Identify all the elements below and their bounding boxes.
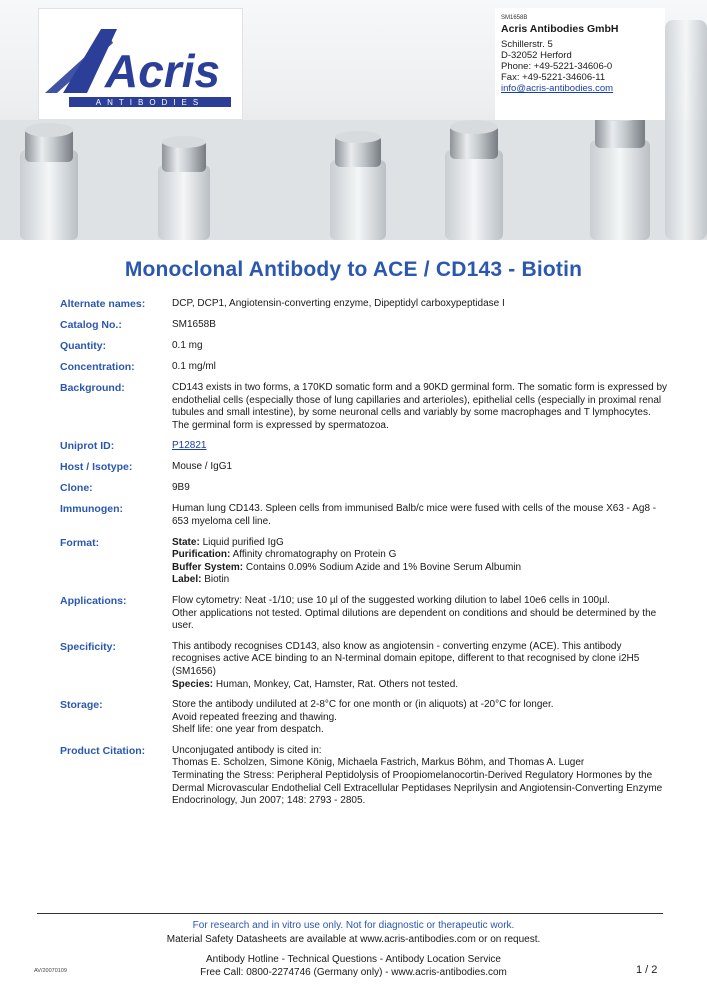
applications-line: Other applications not tested. Optimal dilutions are dependent on conditions and should be determined by the user. [172,607,657,632]
page-title: Monoclonal Antibody to ACE / CD143 - Biotin [124,258,583,281]
document-id: AV/20070109 [34,968,67,974]
field-label: Product Citation: [60,744,146,757]
row-format [60,537,670,587]
field-value: Mouse / IgG1 [172,461,233,473]
format-state-label: State: [172,536,200,548]
format-conj-value: Biotin [201,574,230,586]
product-details [60,298,670,816]
row-uniprot [60,440,670,453]
logo-mark [39,9,244,121]
footer-divider [37,913,663,914]
field-label: Specificity: [60,640,117,653]
species-value: Human, Monkey, Cat, Hamster, Rat. Others not tested. [213,678,459,690]
uniprot-link[interactable]: P12821 [172,440,207,452]
field-value: 9B9 [172,482,190,494]
citation-line: Unconjugated antibody is cited in: [172,744,322,756]
field-label: Quantity: [60,340,107,352]
logo-subtext: ANTIBODIES [95,98,205,107]
field-value [172,595,670,633]
field-value [172,699,670,737]
hotline-text: Antibody Hotline - Technical Questions - Antibody Location Service [206,954,501,965]
field-label: Immunogen: [60,503,123,516]
field-value: Human lung CD143. Spleen cells from immunised Balb/c mice were fused with cells of the mouse X63 - Ag8 - 653 myeloma cell line. [172,503,657,527]
company-name: Acris Antibodies GmbH [501,23,619,35]
applications-line: Flow cytometry: Neat -1/10; use 10 µl of the suggested working dilution to label 10e6 cells in 100µl. [172,594,610,606]
row-citation [60,745,670,808]
header-banner [0,0,707,240]
format-buffer-value: Contains 0.09% Sodium Azide and 1% Bovine Serum Albumin [243,561,522,573]
row-concentration [60,361,670,374]
specificity-text: This antibody recognises CD143, also know as angiotensin - converting enzyme (ACE). This antibody recognises active ACE binding to an N-terminal domain epitope, different to that recognised by clone i2H5 (SM1656) [172,640,640,677]
row-applications [60,595,670,633]
storage-line: Store the antibody undiluted at 2-8°C for one month or (in aliquots) at -20°C for longer. [172,699,554,711]
field-label: Catalog No.: [60,319,122,331]
msds-notice: Material Safety Datasheets are available at www.acris-antibodies.com or on request. [166,934,541,945]
field-label: Uniprot ID: [60,440,115,453]
address-street: Schillerstr. 5 [501,39,553,50]
row-background [60,382,670,432]
format-conj-label: Label: [172,574,202,586]
row-host-isotype [60,461,670,474]
field-label: Applications: [60,594,127,607]
field-label: Storage: [60,699,103,712]
format-buffer-label: Buffer System: [172,561,244,573]
email-link[interactable]: info@acris-antibodies.com [501,83,614,94]
field-value: DCP, DCP1, Angiotensin-converting enzyme, Dipeptidyl carboxypeptidase I [172,298,505,309]
field-label: Clone: [60,482,93,495]
field-label: Background: [60,382,125,394]
field-value: 0.1 mg/ml [172,361,216,372]
storage-line: Avoid repeated freezing and thawing. [172,711,337,723]
citation-line: Endocrinology, Jun 2007; 148: 2793 - 2805. [172,795,366,807]
field-label: Concentration: [60,361,135,373]
address-city: D-32052 Herford [501,50,572,61]
row-storage [60,699,670,737]
field-value: 0.1 mg [172,340,203,351]
catalog-small: SM1658B [501,15,528,21]
research-notice: For research and in vitro use only. Not for diagnostic or therapeutic work. [192,920,515,931]
address-phone: Phone: +49-5221-34606-0 [501,61,613,72]
format-purification-value: Affinity chromatography on Protein G [230,549,397,561]
field-label: Alternate names: [60,298,146,310]
freecall-text: Free Call: 0800-2274746 (Germany only) - www.acris-antibodies.com [200,967,507,978]
row-catalog-no [60,319,670,332]
row-quantity [60,340,670,353]
field-label: Format: [60,536,100,549]
row-immunogen [60,503,670,528]
field-value [172,641,670,691]
logo-text: Acris [105,45,221,97]
format-purification-label: Purification: [172,549,231,561]
species-label: Species: [172,678,214,690]
storage-line: Shelf life: one year from despatch. [172,724,324,736]
field-value: CD143 exists in two forms, a 170KD somatic form and a 90KD germinal form. The somatic form is expressed by endothelial cells (especially those of lung capillaries and arterioles), epithelial cells (especially in proximal renal tubules and small intestine), by some neuronal cells and variably by some macrophages and T lymphocytes. The germinal form is expressed by spermatozoa. [172,382,668,431]
citation-line: Thomas E. Scholzen, Simone König, Michaela Fastrich, Markus Böhm, and Thomas A. Luger [172,757,585,769]
field-label: Host / Isotype: [60,461,133,474]
field-value: SM1658B [172,319,216,330]
address-fax: Fax: +49-5221-34606-11 [501,72,606,83]
company-address [495,8,665,120]
row-specificity [60,641,670,691]
row-clone [60,482,670,495]
field-value [172,745,670,808]
citation-line: Terminating the Stress: Peripheral Peptidolysis of Proopiomelanocortin-Derived Regulatory Hormones by the Dermal Microvascular Endothelial Cell Extracellular Peptidases Neprilysin and Angiotensin-Converting Enzyme [172,770,663,794]
format-state-value: Liquid purified IgG [199,536,284,548]
acris-logo [38,8,243,120]
field-value [172,537,670,587]
row-alternate-names [60,298,670,311]
page-number: 1 / 2 [636,964,658,976]
